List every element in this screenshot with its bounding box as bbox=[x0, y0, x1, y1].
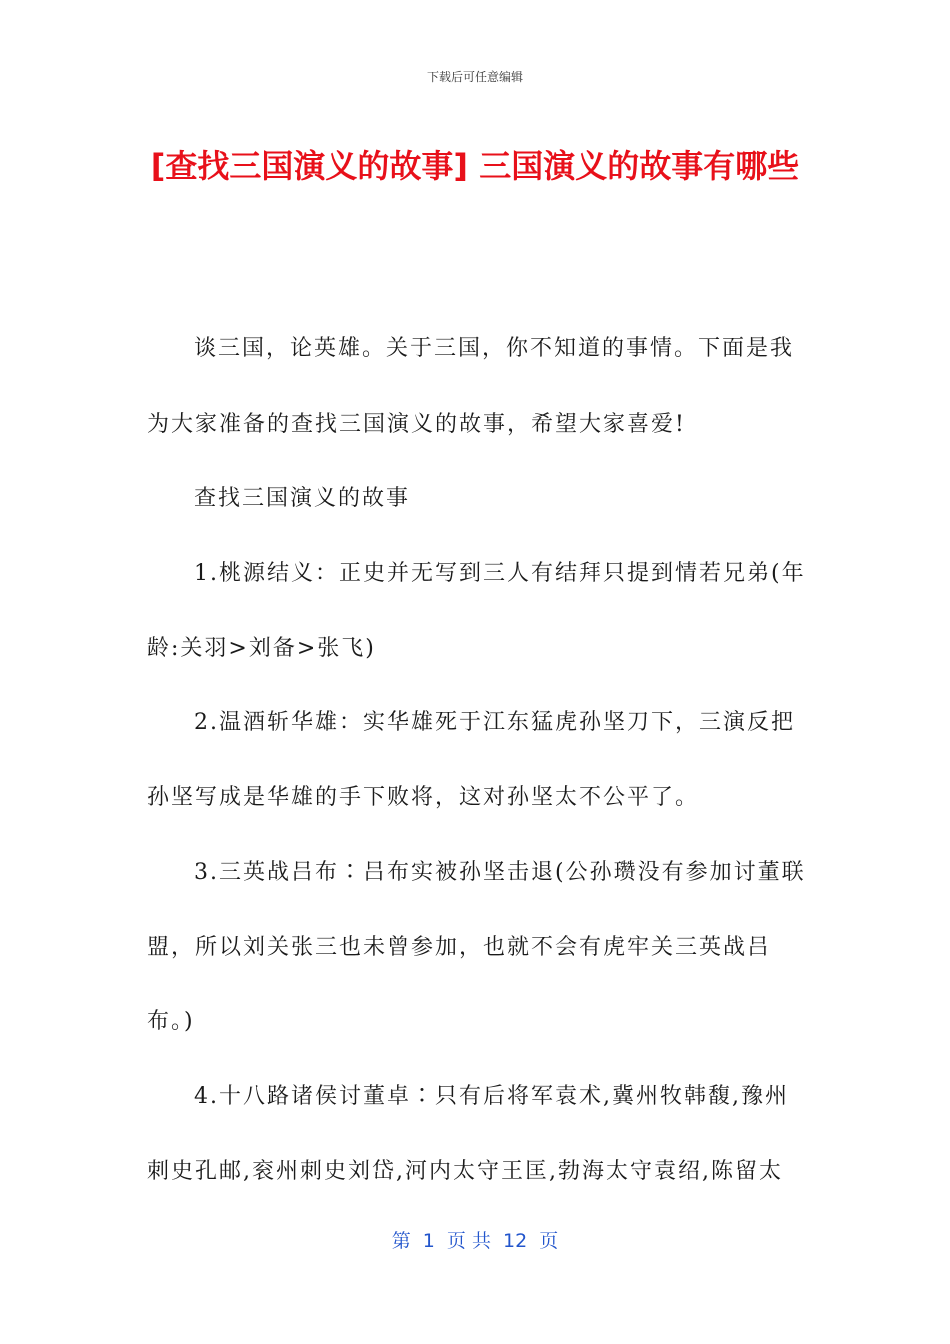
paragraph-line: 为大家准备的查找三国演义的故事，希望大家喜爱! bbox=[147, 412, 686, 437]
paragraph-line: 刺史孔邮,衮州刺史刘岱,河内太守王匡,勃海太守袁绍,陈留太 bbox=[147, 1159, 783, 1184]
paragraph-line: 布。) bbox=[147, 1009, 195, 1034]
paragraph-line: 1.桃源结义：正史并无写到三人有结拜只提到情若兄弟(年 bbox=[194, 561, 806, 586]
section-heading: 查找三国演义的故事 bbox=[194, 486, 411, 511]
paragraph-line: 3.三英战吕布∶吕布实被孙坚击退(公孙瓒没有参加讨董联 bbox=[194, 860, 806, 885]
paragraph-line: 谈三国，论英雄。关于三国，你不知道的事情。下面是我 bbox=[194, 336, 795, 361]
paragraph-line: 4.十八路诸侯讨董卓∶只有后将军袁术,冀州牧韩馥,豫州 bbox=[194, 1084, 789, 1109]
paragraph-line: 龄:关羽>刘备>张飞) bbox=[147, 636, 376, 661]
paragraph-line: 盟，所以刘关张三也未曾参加，也就不会有虎牢关三英战吕 bbox=[147, 935, 772, 960]
paragraph-line: 2.温酒斩华雄：实华雄死于江东猛虎孙坚刀下，三演反把 bbox=[194, 710, 795, 735]
document-title: [查找三国演义的故事] 三国演义的故事有哪些 bbox=[150, 147, 800, 185]
page-footer: 第 1 页 共 12 页 bbox=[391, 1230, 559, 1252]
header-note: 下载后可任意编辑 bbox=[426, 70, 523, 84]
paragraph-line: 孙坚写成是华雄的手下败将，这对孙坚太不公平了。 bbox=[147, 785, 700, 810]
